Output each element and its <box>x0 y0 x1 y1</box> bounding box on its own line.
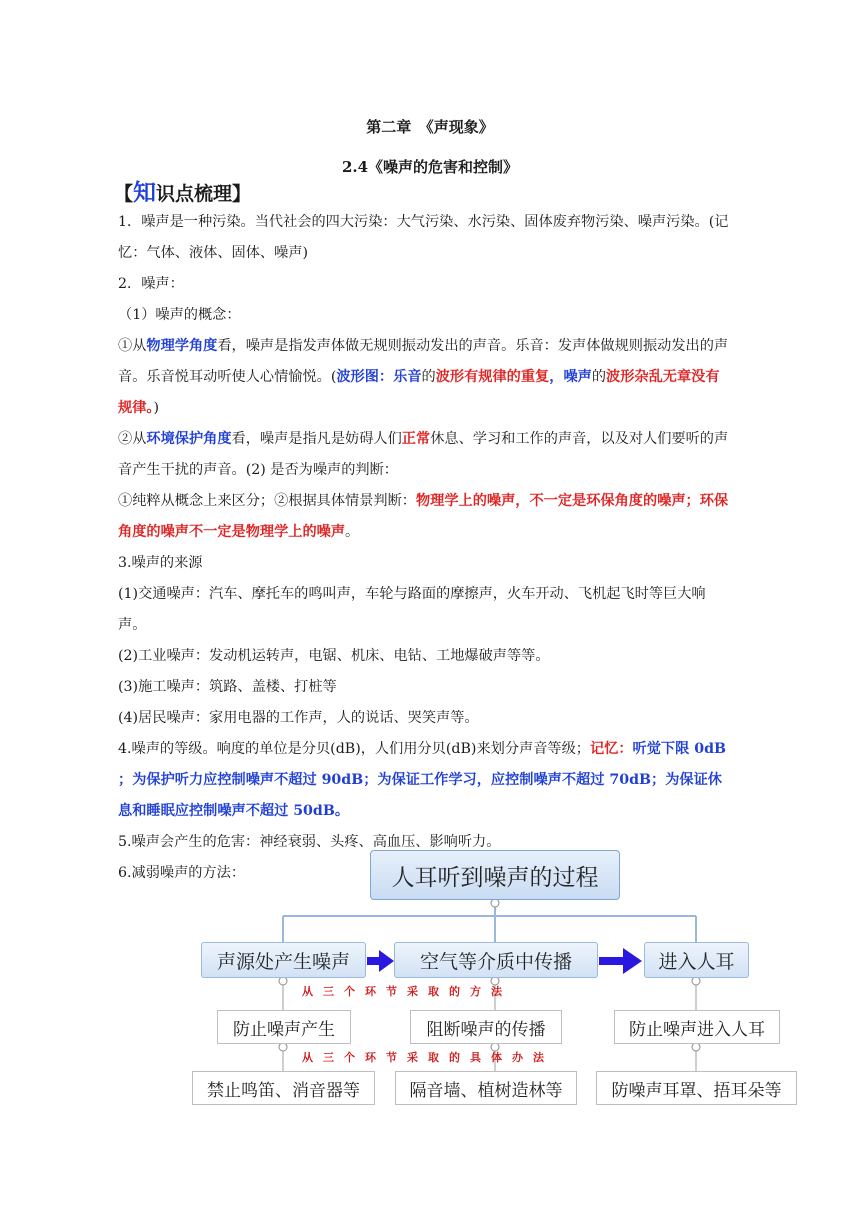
chapter-title: 第二章 《声现象》 <box>366 118 494 136</box>
diagram-root: 人耳听到噪声的过程 <box>370 850 620 900</box>
section-bracket: 【 <box>114 183 134 205</box>
section-rest: 识点梳理】 <box>156 183 252 205</box>
lesson-title: 2.4《噪声的危害和控制》 <box>341 158 519 176</box>
method-block: 阻断噪声的传播 <box>410 1010 562 1044</box>
example-source: 禁止鸣笛、消音器等 <box>192 1071 375 1105</box>
highlight-red: 记忆： <box>589 741 633 757</box>
stage-ear: 进入人耳 <box>644 942 749 978</box>
method-prevent: 防止噪声产生 <box>217 1010 351 1044</box>
highlight-red: 物理学上的噪声，不一定是环保角度的噪声；环保角度的噪声不一定是物理学上的噪声 <box>118 493 729 540</box>
highlight-red: 波形杂乱无章没有规律。 <box>118 369 720 416</box>
paragraph-2: 2．噪声： <box>118 276 184 292</box>
text-span: 。 <box>345 524 360 540</box>
text-span: ①从 <box>118 338 147 354</box>
paragraph-7: 3.噪声的来源 <box>118 555 203 571</box>
method-protect-ear: 防止噪声进入人耳 <box>614 1010 780 1044</box>
example-medium: 隔音墙、植树造林等 <box>395 1071 577 1105</box>
highlight-blue: 环境保护角度 <box>146 431 232 447</box>
body-text <box>118 207 733 889</box>
text-span: 看，噪声是指发声体做无规则振动发出的声音。乐音：发声体做规则振动发出的声音。乐音悦耳动听使人心情愉悦。( <box>118 338 729 385</box>
highlight-blue: 物理学角度 <box>146 338 218 354</box>
paragraph-13: 5.噪声会产生的危害：神经衰弱、头疼、高血压、影响听力。 <box>118 834 501 850</box>
text-span: 的 <box>421 369 436 385</box>
paragraph-6 <box>118 486 733 548</box>
highlight-blue: 听觉下限 0dB ；为保护听力应控制噪声不超过 90dB；为保证工作学习，应控制噪声不超过 70dB；为保证休息和睡眠应控制噪声不超过 50dB。 <box>118 741 727 819</box>
methods-note: 从三个环节采取的方法 <box>302 985 512 998</box>
example-ear: 防噪声耳罩、捂耳朵等 <box>596 1071 797 1105</box>
text-span: ) <box>153 400 160 416</box>
stage-source: 声源处产生噪声 <box>201 942 366 978</box>
highlight-red: 波形有规律的重复 <box>435 369 550 385</box>
paragraph-10: (3)施工噪声：筑路、盖楼、打桩等 <box>118 679 337 695</box>
highlight-blue: 乐音 <box>393 369 422 385</box>
text-span: ①纯粹从概念上来区分；②根据具体情景判断： <box>118 493 416 509</box>
paragraph-1: 1．噪声是一种污染。当代社会的四大污染：大气污染、水污染、固体废弃物污染、噪声污染。(记忆：气体、液体、固体、噪声) <box>118 214 729 261</box>
examples-note: 从三个环节采取的具体办法 <box>302 1051 554 1064</box>
text-span: 休息、学习和工作的声音，以及对人们要听的声音产生干扰的声音。(2) 是否为噪声的判断： <box>118 431 729 478</box>
highlight-red: 正常 <box>401 431 431 447</box>
paragraph-5 <box>118 424 733 486</box>
highlight-blue: ， <box>549 369 564 385</box>
paragraph-8: (1)交通噪声：汽车、摩托车的鸣叫声，车轮与路面的摩擦声，火车开动、飞机起飞时等巨大响声。 <box>118 586 706 633</box>
paragraph-3: （1）噪声的概念： <box>118 307 241 323</box>
noise-process-diagram <box>186 846 806 1108</box>
text-span: 看，噪声是指凡是妨碍人们 <box>231 431 402 447</box>
paragraph-11: (4)居民噪声：家用电器的工作声，人的说话、哭笑声等。 <box>118 710 479 726</box>
highlight-blue: 波形图： <box>336 369 394 385</box>
paragraph-12 <box>118 734 733 827</box>
highlight-blue: 噪声 <box>563 369 592 385</box>
text-span: 的 <box>591 369 607 385</box>
paragraph-9: (2)工业噪声：发动机运转声，电锯、机床、电钻、工地爆破声等等。 <box>118 648 550 664</box>
section-big-char: 知 <box>133 179 157 206</box>
stage-medium: 空气等介质中传播 <box>394 942 598 978</box>
paragraph-4 <box>118 331 733 424</box>
text-span: 4.噪声的等级。响度的单位是分贝(dB)，人们用分贝(dB)来划分声音等级； <box>118 741 590 757</box>
text-span: ②从 <box>118 431 147 447</box>
paragraph-14: 6.减弱噪声的方法： <box>118 865 246 881</box>
section-heading <box>114 174 251 207</box>
